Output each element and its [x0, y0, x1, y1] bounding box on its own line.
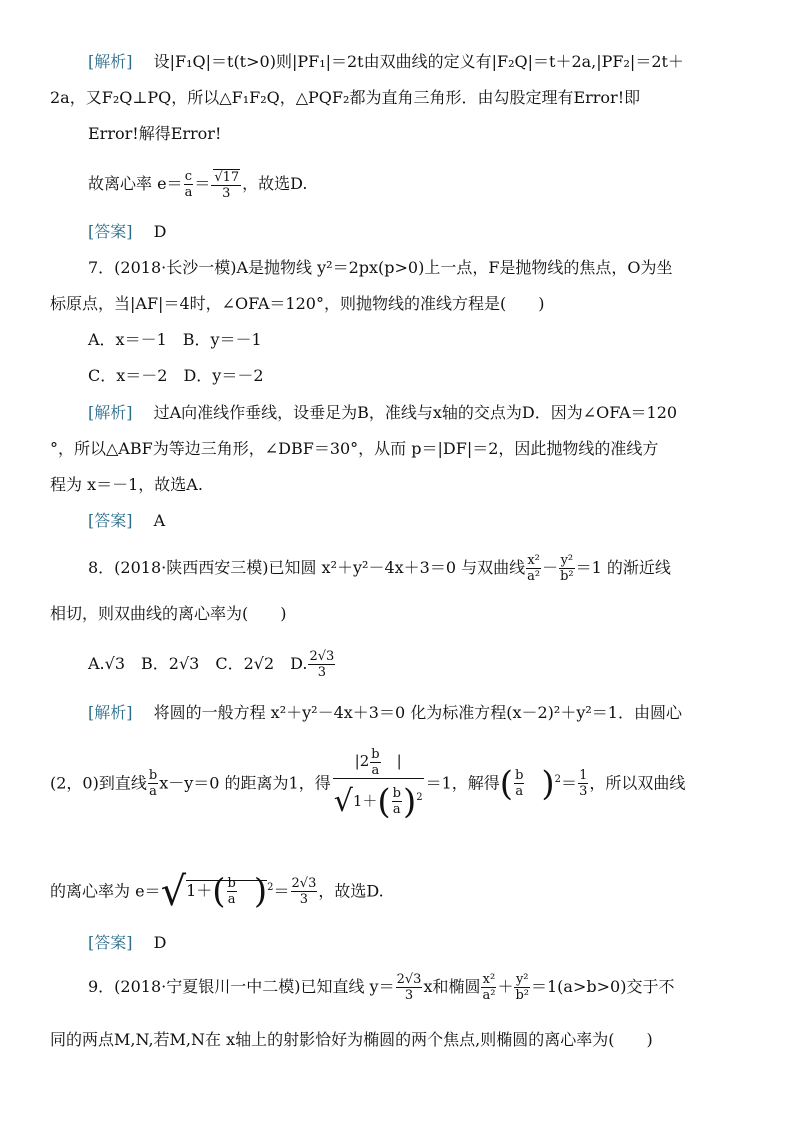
q6-analysis-text-2: 2a，又F₂Q⊥PQ，所以△F₁F₂Q，△PQF₂都为直角三角形．由勾股定理有Error!即: [50, 88, 641, 107]
q8-analysis-line-1: [解析] 将圆的一般方程 x²＋y²－4x＋3＝0 化为标准方程(x－2)²＋y²＝1．由圆心: [88, 703, 682, 722]
b-over-a-fraction: $\frac{b}{a}$: [148, 768, 158, 800]
two-sqrt3-over-3-fraction: $\frac{2√3}{3}$: [396, 972, 422, 1003]
two-sqrt3-over-3-fraction: $\frac{2√3}{3}$: [291, 876, 317, 908]
q6-analysis-line-3: [88, 124, 221, 144]
analysis-tag: [解析]: [88, 52, 133, 71]
q6-analysis-text-3: Error!解得Error!: [88, 124, 222, 143]
x2-over-a2-fraction: $\frac{\text{x²}}{\text{a²}}$: [482, 972, 496, 1003]
q8-stem-line-1: 8．(2018·陕西西安三模)已知圆 x²＋y²－4x＋3＝0 与双曲线 $\frac{\text{x²}}{\text{a²}}$ － $\frac{\text{y²}}{\text{b²}}$ ＝1 的渐近线: [88, 553, 671, 584]
q7-stem-line-2: [50, 294, 544, 314]
analysis-tag: [解析]: [88, 703, 133, 722]
q8-answer: D: [153, 933, 167, 952]
q8-answer-line: [88, 933, 166, 953]
q8-analysis-line-2: (2，0)到直线 $\frac{b}{a}$ x－y＝0 的距离为1，得 |2 $\frac{b}{a}$ | √1＋( $\frac{b}{a}$ )$^2$ ＝1，解得( $\frac{b}{a}$ )$^2$＝ $\frac{1}{3}$ ，所以双曲线: [50, 746, 686, 822]
q8-options: A.√3 B．2√3 C．2√2 D. $\frac{2√3}{3}$: [88, 649, 335, 680]
q6-answer-line: [88, 222, 166, 242]
q9-stem-line-1: 9．(2018·宁夏银川一中二模)已知直线 y＝ $\frac{2√3}{3}$ x和椭圆 $\frac{\text{x²}}{\text{a²}}$ ＋ $\frac{\text{y²}}{\text{b²}}$ ＝1(a>b>0)交于不: [88, 972, 675, 1003]
analysis-tag: [解析]: [88, 403, 133, 422]
q7-options-ab: A．x＝－1 B．y＝－1: [88, 330, 262, 349]
q7-stem-line-1: [88, 258, 673, 278]
q7-stem-1: 7．(2018·长沙一模)A是抛物线 y²＝2px(p>0)上一点，F是抛物线的焦点，O为坐: [88, 258, 673, 277]
q6-ecc-suffix: ，故选D.: [242, 174, 308, 193]
answer-tag: [答案]: [88, 222, 133, 241]
q6-analysis-line-2: [50, 88, 640, 108]
q7-answer-line: [88, 511, 165, 531]
b-over-a-fraction: $\frac{b}{a}$: [515, 768, 524, 800]
x2-over-a2-fraction: $\frac{\text{x²}}{\text{a²}}$: [527, 553, 541, 584]
q9-stem-line-2: 同的两点M,N,若M,N在 x轴上的射影恰好为椭圆的两个焦点,则椭圆的离心率为( ): [50, 1030, 653, 1049]
c-over-a-fraction: $\frac{c}{a}$: [184, 169, 193, 200]
q7-analysis-line-1: [解析] 过A向准线作垂线，设垂足为B，准线与x轴的交点为D．因为∠OFA＝120: [88, 403, 678, 422]
answer-tag: [答案]: [88, 511, 133, 530]
q8-stem-line-2: 相切，则双曲线的离心率为( ): [50, 604, 287, 623]
y2-over-b2-fraction: $\frac{\text{y²}}{\text{b²}}$: [560, 553, 574, 584]
q6-analysis-line-1: [88, 52, 684, 72]
q6-analysis-text-1: 设|F₁Q|＝t(t>0)则|PF₁|＝2t由双曲线的定义有|F₂Q|＝t＋2a,|PF₂|＝2t＋: [153, 52, 684, 71]
q7-answer: A: [153, 511, 166, 530]
q6-ecc-prefix: 故离心率 e＝: [88, 174, 183, 193]
y2-over-b2-fraction: $\frac{\text{y²}}{\text{b²}}$: [515, 972, 529, 1003]
two-sqrt3-over-3-fraction: $\frac{2√3}{3}$: [309, 649, 335, 680]
q6-answer: D: [153, 222, 167, 241]
q8-analysis-line-3: 的离心率为 e＝√1＋( $\frac{b}{a}$ )$^2$＝ $\frac{2√3}{3}$ ，故选D.: [50, 868, 384, 915]
q6-eccentricity-line: 故离心率 e＝ $\frac{c}{a}$ ＝ $\frac{√17}{3}$ ，故选D.: [88, 169, 308, 201]
one-third-fraction: $\frac{1}{3}$: [579, 768, 588, 800]
q7-stem-2: 标原点，当|AF|＝4时，∠OFA＝120°，则抛物线的准线方程是( ): [50, 294, 545, 313]
q7-options-cd: C．x＝－2 D．y＝－2: [88, 366, 264, 385]
sqrt17-over-3-fraction: $\frac{√17}{3}$: [211, 169, 241, 201]
q7-analysis-line-2: °，所以△ABF为等边三角形，∠DBF＝30°，从而 p＝|DF|＝2，因此抛物线的准线方: [50, 439, 659, 458]
distance-fraction: |2 $\frac{b}{a}$ | √1＋( $\frac{b}{a}$ )$^2$: [333, 746, 423, 822]
answer-tag: [答案]: [88, 933, 133, 952]
q7-analysis-line-3: 程为 x＝－1，故选A.: [50, 475, 203, 494]
